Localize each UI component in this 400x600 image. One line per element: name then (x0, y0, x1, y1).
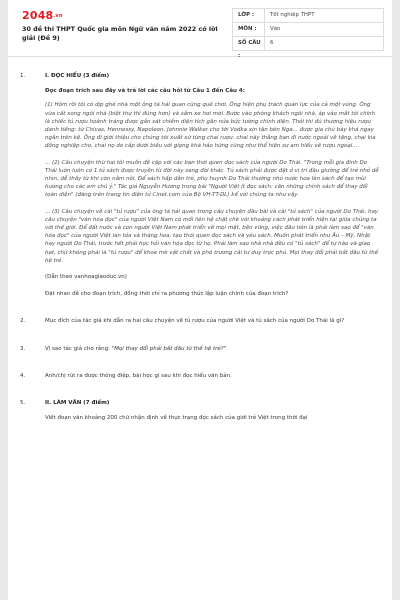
document-page (8, 0, 392, 600)
meta-row-class (233, 9, 383, 23)
logo-suffix: .vn (53, 13, 63, 19)
question-number: 5. (20, 400, 26, 407)
meta-label: SỐ CÂU : (233, 37, 265, 50)
passage-source: (Dẫn theo vanhoagiaoduc.vn) (45, 274, 127, 281)
meta-label: LỚP : (233, 9, 265, 22)
question-number: 4. (20, 372, 26, 379)
page-title: 30 đề thi THPT Quốc gia môn Ngữ văn năm 2022 có lời giải (Đề 9) (22, 25, 218, 42)
meta-label: MÔN : (233, 23, 265, 36)
question-body (45, 72, 380, 298)
document-header (8, 0, 392, 57)
question-number: 2. (20, 318, 26, 325)
question-text: Đặt nhan đề cho đoạn trích, đồng thời chỉ ra phương thức lập luận chính của đoạn trích? (45, 291, 289, 298)
question-item-5 (20, 399, 380, 422)
reading-instruction: Đọc đoạn trích sau đây và trả lời các câu hỏi từ Câu 1 đến Câu 4: (45, 88, 245, 95)
site-logo[interactable] (22, 9, 63, 22)
question-body (45, 345, 380, 353)
question-item-4 (20, 372, 380, 380)
question-number: 1. (20, 73, 26, 79)
document-content (20, 72, 380, 422)
meta-row-question-count (233, 37, 383, 59)
section-title-writing: II. LÀM VĂN (7 điểm) (45, 400, 110, 407)
logo-text: 2048 (22, 9, 54, 22)
passage-paragraph-3: ... (3) Câu chuyện về cái "tủ rượu" của ông tá hải quan trong câu chuyện đầu bài và cái "tủ sách" của người Do Thái, hay câu chuyện "văn hóa đọc" của người Việt Nam có mối liên hệ chặt chẽ với khoảng cách phát triển hiện tại giữa chúng ta với thế giới. Để đất nước và con người Việt Nam phát triển về mọi mặt, bền vững, việc đầu tiên là phải làm sao để "văn hóa đọc" của người Việt lan tỏa và thăng hoa, tạo thói quen đọc sách và yêu sách. Muốn phát triển như Âu – Mỹ, Nhật hay người Do Thái, trước hết phải học hỏi văn hóa đọc từ họ. Phải làm sao nhà nhà đều có "tủ sách" để tự hào và giao hạt, chứ không phải là "tủ rượu" để khoe mẽ vật chất và phô trương cái tư duy trọc phú. Mọi thay đổi phải bắt đầu từ thế hệ trẻ. (45, 208, 379, 264)
question-text: Viết đoạn văn khoảng 200 chữ nhận định về thực trạng đọc sách của giới trẻ Việt trong thời đại (45, 415, 308, 422)
question-text: Anh/chị rút ra được thông điệp, bài học gì sau khi đọc hiểu văn bản. (45, 372, 232, 379)
passage-paragraph-2: ... (2) Câu chuyện thứ hai tôi muốn đề cập với các bạn thời quen đọc sách của người Do Thái. "Trong mỗi gia đình Do Thái luôn luôn có 1 tủ sách được truyền từ đời này sang đời khác. Tủ sách phải được đặt ở vị trí đầu giường để trẻ nhỏ dễ nhìn, dễ thấy từ khi còn nằm nôi. Để sách hấp dẫn trẻ, phụ huynh Do Thái thường nhỏ nước hoa lên sách để tạo mùi hương cho các em chú ý." Tác giả Nguyễn Hương trong bài "Người Việt ít đọc sách: cần những chính sách để thay đổi toàn diện" (đăng trên trang tin điện tử Cinet.com của Bộ VH-TT-DL) kể với chúng ta như vậy. (45, 159, 379, 199)
question-quote: "Mọi thay đổi phải bắt đầu từ thế hệ trẻ?" (111, 345, 227, 352)
question-item-1 (20, 72, 380, 298)
question-body (45, 399, 380, 422)
meta-value: Tốt nghiệp THPT (270, 12, 315, 18)
meta-row-subject (233, 23, 383, 37)
meta-table (232, 8, 384, 59)
question-item-2 (20, 317, 380, 325)
meta-value: Văn (270, 26, 281, 32)
question-text: Vì sao tác giả cho rằng: (45, 345, 112, 352)
passage-paragraph-1: (1) Hôm rồi tôi có dịp ghé nhà một ông tá hải quan cùng quê chơi. Ông hiện phụ trách quản lực của cả một vùng. Ông vừa cất xong ngôi nhà (biệt thự thì đúng hơn) và sắm xe hơi mới. Bước vào phòng khách ngôi nhà, áp vào mắt tôi chính là chiếc tủ rượu hoành tráng được gắn sát chiếm diện tích gần nửa bức tường chính diện. Thôi thì đủ thương hiệu rượu danh tiếng: từ Chivas, Hennessy, Napoleon, Johnnie Walker cho tới Vodka xịn tận bên Nga... được gia chủ bày khá ngay ngắn trên kệ. Ông đi giới thiệu cho chúng tôi xuất xứ từng chai rượu: chai này thằng bạn đi nước ngoài về tặng, chai kia đồng nghiệp cho, chai nọ do cấp dưới biếu với giọng khá háo hứng cũng như thể hiện sự am hiểu về rượu ngoại.... (45, 102, 376, 150)
meta-value: 6 (270, 40, 274, 46)
question-item-3 (20, 345, 380, 353)
section-title-reading: I. ĐỌC HIỂU (3 điểm) (45, 73, 110, 79)
question-number: 3. (20, 345, 26, 352)
question-text: Mục đích của tác giả khi dẫn ra hai câu chuyện về tủ rượu của người Việt và tủ sách của người Do Thái là gì? (45, 318, 345, 325)
